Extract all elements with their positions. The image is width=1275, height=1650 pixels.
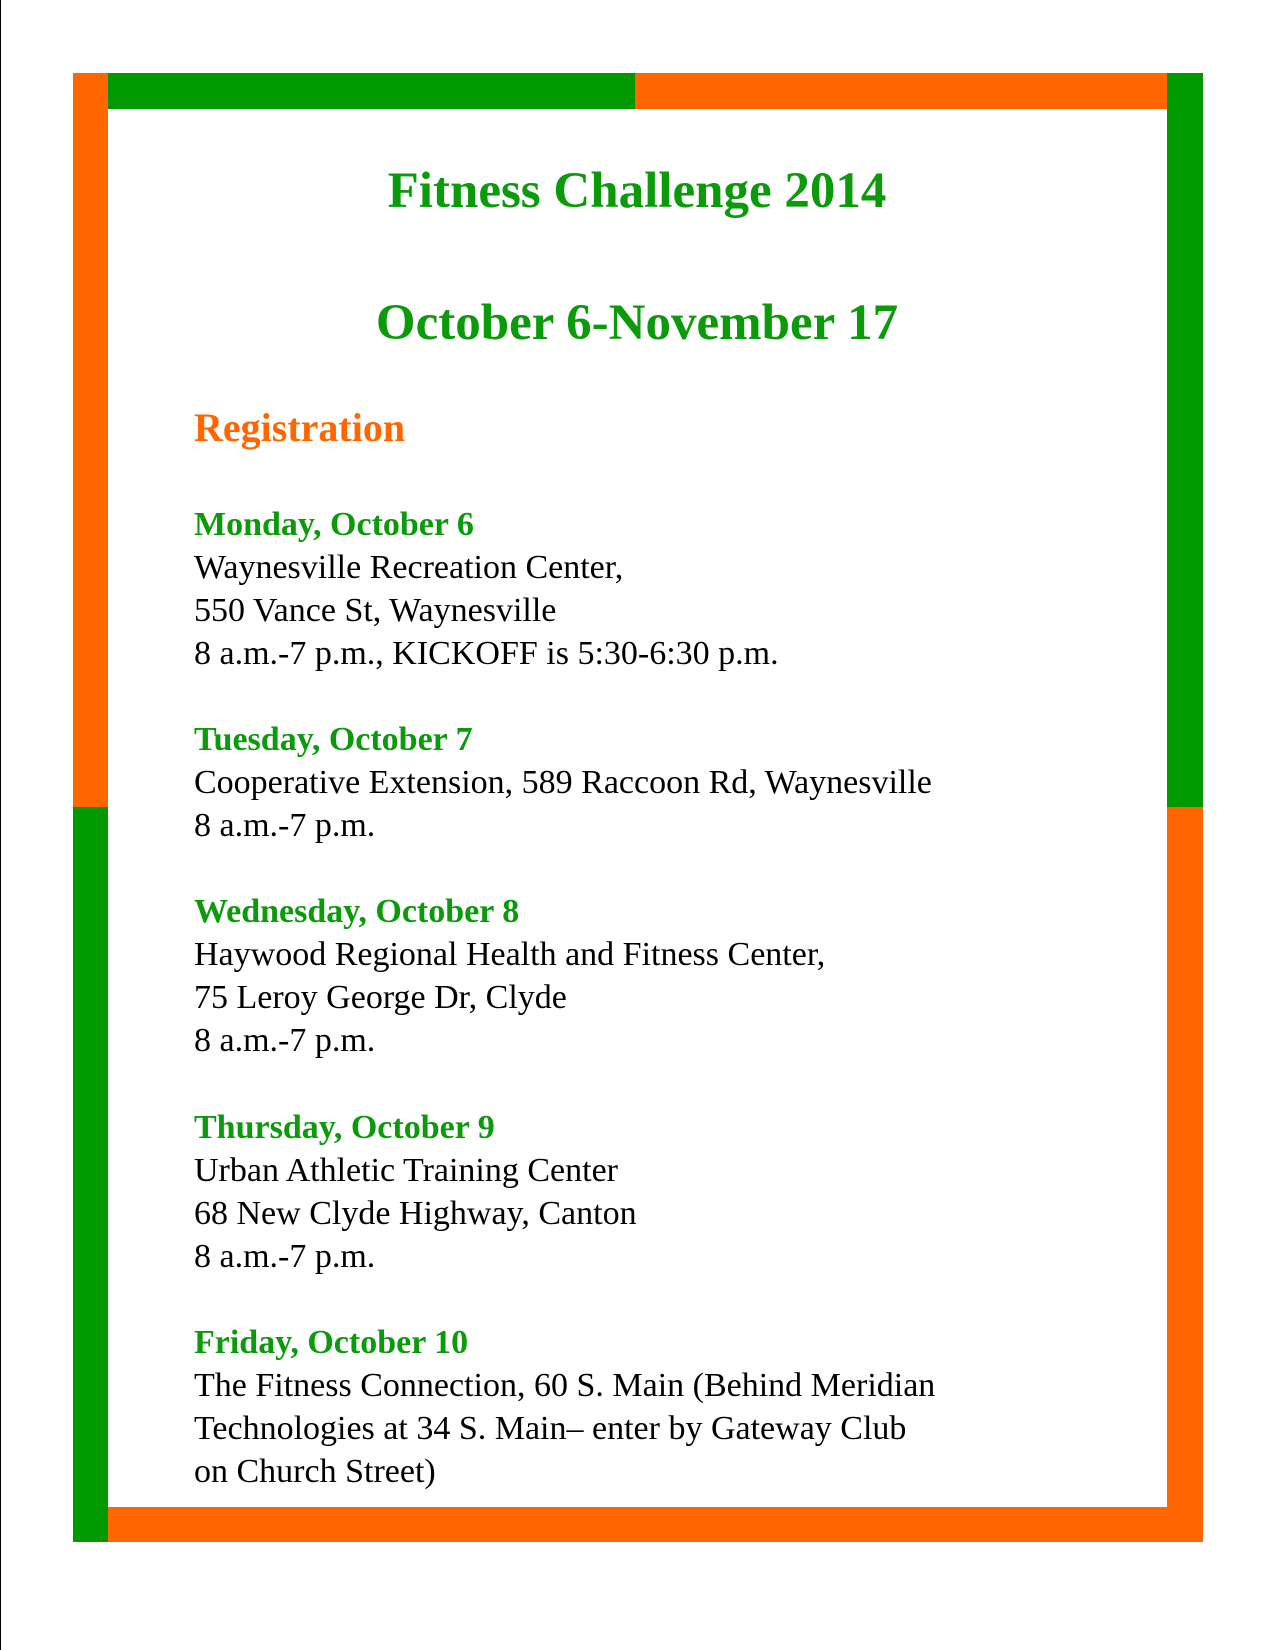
entry-line: 550 Vance St, Waynesville [194,592,557,629]
frame-left-bottom-green [73,807,108,1542]
entry-line: Cooperative Extension, 589 Raccoon Rd, Waynesville [194,764,932,801]
entry-line: Urban Athletic Training Center [194,1152,619,1189]
registration-heading: Registration [194,405,406,450]
entry-line: Technologies at 34 S. Main– enter by Gateway Club [194,1410,907,1447]
frame-right-top-green [1167,73,1203,807]
entry-line: 75 Leroy George Dr, Clyde [194,979,567,1016]
frame-top-left-green [108,73,635,109]
entry-thursday [194,1106,1074,1278]
entry-monday [194,503,1074,675]
frame-top-right-orange [635,73,1167,109]
entry-day: Monday, October 6 [194,506,474,543]
page-title: Fitness Challenge 2014 [387,163,887,219]
entry-wednesday [194,890,1074,1062]
entry-line: The Fitness Connection, 60 S. Main (Behind Meridian [194,1367,936,1404]
entry-day: Thursday, October 9 [194,1109,495,1146]
entry-friday [194,1321,1074,1493]
frame-right-bottom-orange [1167,807,1203,1542]
frame-left-top-orange [73,73,108,807]
page-edge [0,0,1,1650]
frame-bottom-orange [108,1507,1167,1542]
entry-line: 8 a.m.-7 p.m. [194,1238,376,1275]
entry-line: Haywood Regional Health and Fitness Center, [194,936,826,973]
entry-line: 8 a.m.-7 p.m., KICKOFF is 5:30-6:30 p.m. [194,635,779,672]
entry-day: Tuesday, October 7 [194,721,473,758]
entry-line: 8 a.m.-7 p.m. [194,1022,376,1059]
entry-line: Waynesville Recreation Center, [194,549,624,586]
entry-day: Wednesday, October 8 [194,893,520,930]
entry-line: 8 a.m.-7 p.m. [194,807,376,844]
entry-day: Friday, October 10 [194,1324,469,1361]
entry-tuesday [194,718,1074,847]
entry-line: on Church Street) [194,1453,436,1490]
date-range: October 6-November 17 [375,295,899,351]
entry-line: 68 New Clyde Highway, Canton [194,1195,637,1232]
